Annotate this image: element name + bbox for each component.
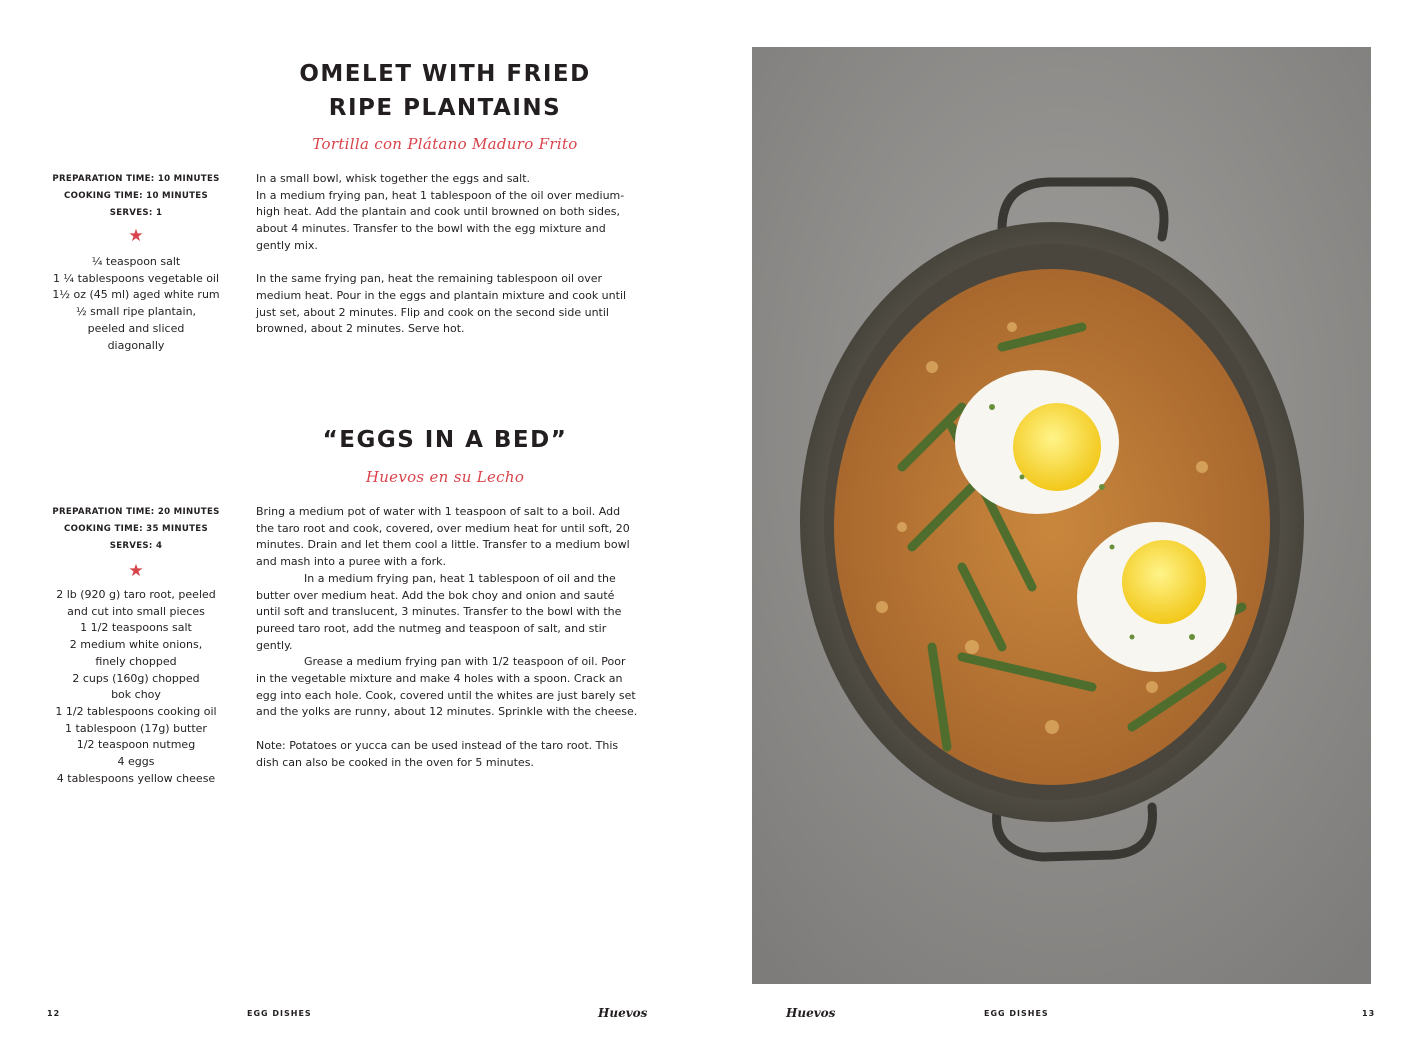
recipe2-cook-time: COOKING TIME: 35 MINUTES (64, 524, 208, 534)
ingredient-item: 1 1/2 teaspoons salt (80, 621, 192, 635)
method-step: In the same frying pan, heat the remaining tablespoon oil over medium heat. Pour in the eggs and plantain mixture and cook until just set, about 2 minutes. Flip and cook on the second side until browned, about 2 minutes. Serve hot. (256, 272, 627, 336)
method-step: Bring a medium pot of water with 1 teaspoon of salt to a boil. Add the taro root and cook, covered, over medium heat for until soft, 20 minutes. Drain and let them cool a little. Transfer to a medium bowl and mash into a puree with a fork. (256, 505, 630, 569)
recipe-photo (752, 47, 1371, 984)
recipe1-subtitle: Tortilla con Plátano Maduro Frito (312, 135, 578, 153)
ingredient-item: 2 medium white onions, (69, 638, 203, 652)
recipe2-ingredients (30, 587, 242, 787)
ingredient-item: ¼ teaspoon salt (91, 255, 181, 268)
recipe2-serves: SERVES: 4 (109, 541, 163, 551)
recipe1-title-line1: OMELET WITH FRIED (299, 61, 591, 87)
right-chapter-script: Huevos (786, 1006, 836, 1020)
pan-with-eggs-illustration (752, 47, 1371, 984)
star-icon: ★ (128, 226, 144, 246)
ingredient-item: 2 cups (160g) chopped (72, 671, 200, 685)
star-icon: ★ (128, 561, 144, 581)
right-page-number: 13 (1362, 1009, 1376, 1018)
ingredient-item: finely chopped (95, 654, 177, 668)
recipe1-meta (30, 171, 242, 222)
ingredient-item: 1 1/2 tablespoons cooking oil (55, 704, 217, 718)
right-section-label: EGG DISHES (984, 1009, 1049, 1018)
recipe2-subtitle: Huevos en su Lecho (365, 468, 525, 486)
recipe1-ingredients (30, 254, 242, 354)
recipe2-method (256, 504, 638, 788)
left-page-number: 12 (47, 1009, 61, 1018)
ingredient-item: 1/2 teaspoon nutmeg (76, 738, 196, 752)
recipe2-meta (30, 504, 242, 555)
method-step: Grease a medium frying pan with 1/2 teaspoon of oil. Poor in the vegetable mixture and make 4 holes with a spoon. Crack an egg into each hole. Cook, covered until the whites are just barely set and the yolks are runny, about 12 minutes. Sprinkle with the cheese. (256, 655, 638, 719)
recipe2-title: “EGGS IN A BED” (322, 427, 568, 453)
ingredient-item: 2 lb (920 g) taro root, peeled (56, 588, 216, 601)
ingredient-item: peeled and sliced (87, 321, 185, 335)
egg-yolk-1 (1013, 403, 1101, 491)
ingredient-item: diagonally (107, 338, 165, 352)
ingredient-item: bok choy (111, 688, 161, 702)
method-note: Note: Potatoes or yucca can be used instead of the taro root. This dish can also be cooked in the oven for 5 minutes. (256, 738, 619, 769)
egg-yolk-2 (1122, 540, 1206, 624)
left-section-label: EGG DISHES (247, 1009, 312, 1018)
recipe1-method (256, 171, 638, 355)
ingredient-item: ½ small ripe plantain, (75, 305, 197, 319)
recipe1-title-line2: RIPE PLANTAINS (328, 95, 562, 121)
recipe1-cook-time: COOKING TIME: 10 MINUTES (64, 191, 208, 201)
ingredient-item: 1½ oz (45 ml) aged white rum (52, 288, 220, 302)
ingredient-item: 4 tablespoons yellow cheese (56, 771, 216, 785)
recipe1-prep-time: PREPARATION TIME: 10 MINUTES (52, 174, 220, 184)
ingredient-item: 1 tablespoon (17g) butter (65, 721, 207, 735)
method-step: In a small bowl, whisk together the eggs and salt. (256, 172, 531, 185)
ingredient-item: 1 ¼ tablespoons vegetable oil (52, 271, 220, 285)
method-step: In a medium frying pan, heat 1 tablespoon of oil and the butter over medium heat. Add the bok choy and onion and sauté until soft and translucent, 3 minutes. Transfer to the bowl with the pureed taro root, add the nutmeg and teaspoon of salt, and stir gently. (256, 571, 622, 652)
ingredient-item: and cut into small pieces (67, 604, 205, 618)
recipe1-serves: SERVES: 1 (109, 208, 163, 218)
left-chapter-script: Huevos (598, 1006, 648, 1020)
ingredient-item: 4 eggs (117, 755, 155, 769)
method-step: In a medium frying pan, heat 1 tablespoon of the oil over medium-high heat. Add the plantain and cook until browned on both sides, about 4 minutes. Transfer to the bowl with the egg mixture and gently mix. (256, 188, 625, 252)
recipe1-title (245, 57, 645, 125)
recipe2-prep-time: PREPARATION TIME: 20 MINUTES (52, 507, 220, 517)
